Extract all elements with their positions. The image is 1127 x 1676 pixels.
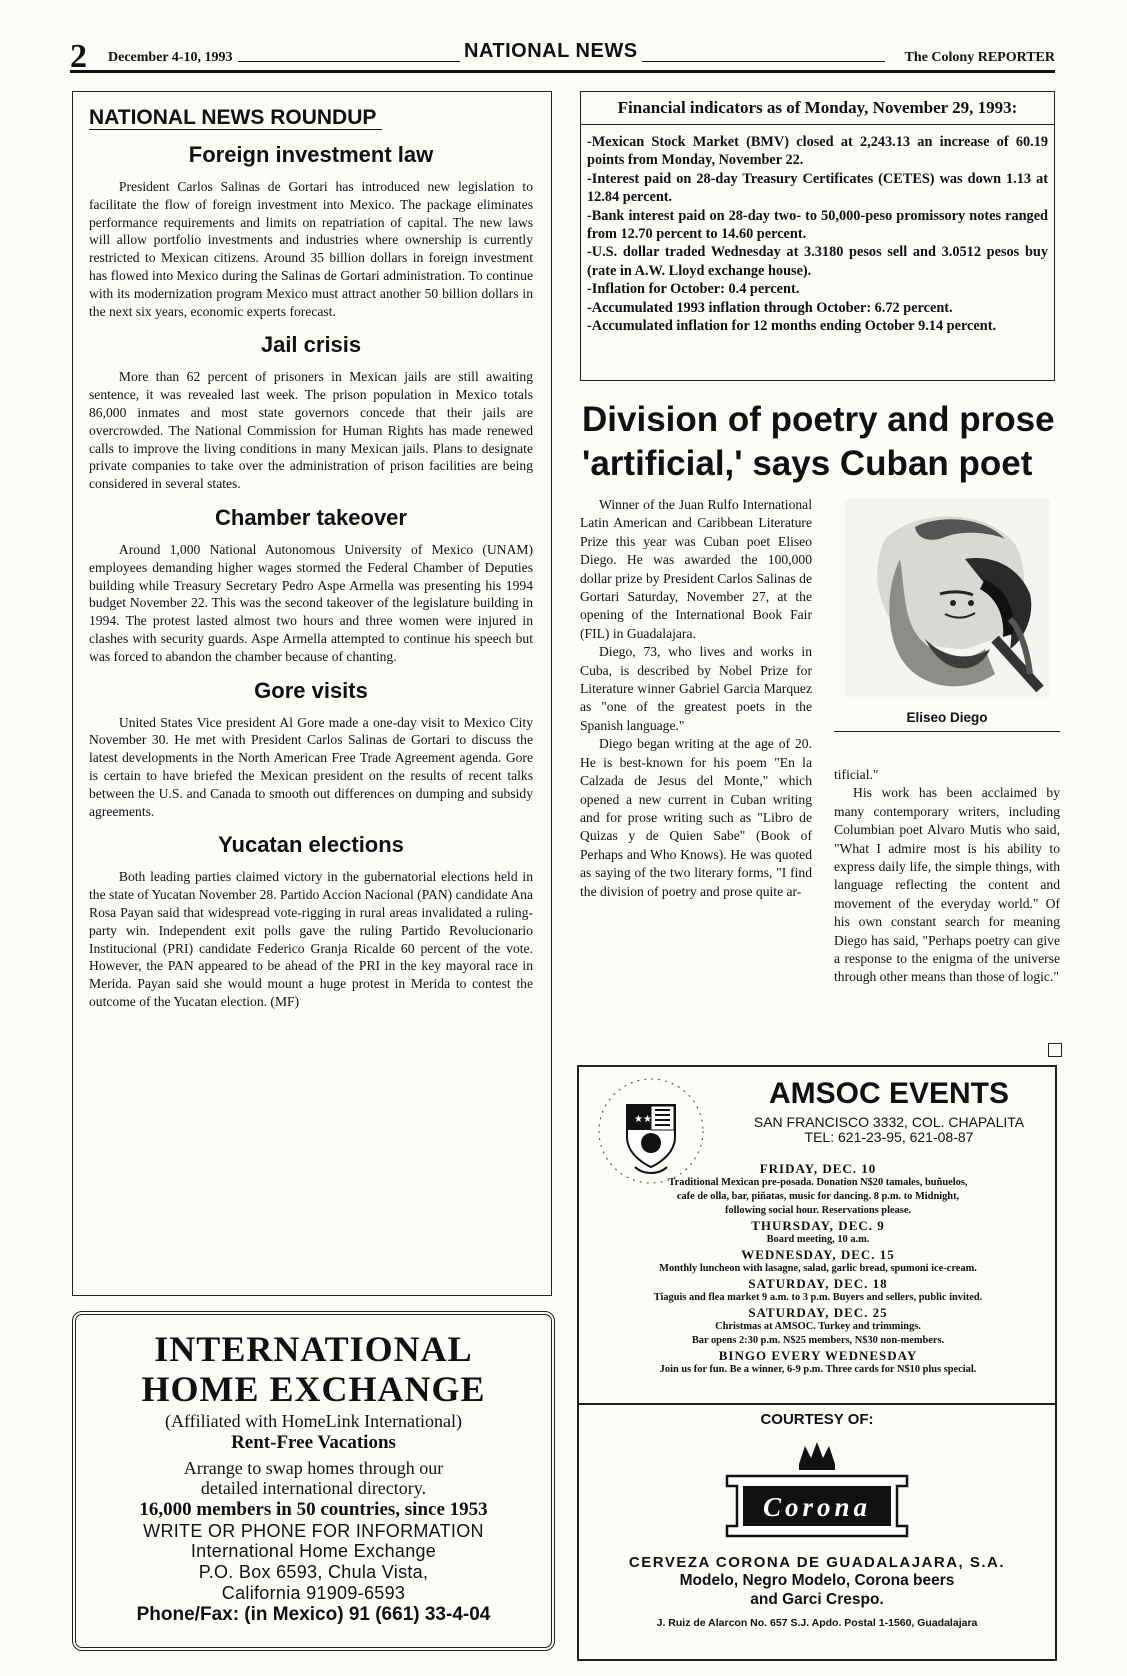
- poet-paragraph: Diego, 73, who lives and works in Cuba, is described by Nobel Prize for Literature winner Gabriel Garcia Marquez as "one of the greatest poets in the Spanish language.": [580, 644, 812, 733]
- event-description: Join us for fun. Be a winner, 6-9 p.m. Three cards for N$10 plus special.: [659, 1364, 977, 1375]
- poet-paragraph: Diego began writing at the age of 20. He is best-known for his poem "En la Calzada de Jesus del Monte," which opened a new current in Cuban writing and for prose writing such as "Libro de Quizas y de Quien Sabe" (Book of Perhaps and Who Knows). He was quoted as saying of the two literary forms, "I find the division of poetry and prose quite ar-: [580, 736, 812, 899]
- home-exchange-ad: [72, 1311, 555, 1651]
- story-headline: Yucatan elections: [218, 832, 404, 858]
- story-body: Both leading parties claimed victory in the gubernatorial elections held in the state of Yucatan November 28. Partido Accion Nacional (PAN) candidate Ana Rosa Payan said that widespread vote-rigging in rural areas invalidated a ruling-party win. Independent exit polls gave the ruling Partido Revolucionario Institucional (PRI) candidate Federico Granja Ricalde 60 percent of the vote. However, the PAN appeared to be ahead of the PRI in the key mayoral race in Merida. Payan said she would mount a huge protest in Merida to contest the outcome of the Yucatan election. (MF): [89, 869, 533, 1009]
- story-headline: Jail crisis: [260, 332, 362, 358]
- ad-tagline: Rent-Free Vacations: [231, 1431, 396, 1453]
- ad-title-line: HOME EXCHANGE: [141, 1369, 486, 1409]
- financial-item: -Mexican Stock Market (BMV) closed at 2,243.13 an increase of 60.19 points from Monday, November 22.: [587, 134, 1048, 169]
- financial-indicators: [580, 91, 1055, 381]
- ad-affiliation: (Affiliated with HomeLink International): [164, 1411, 463, 1431]
- corona-logo-icon: [717, 1436, 917, 1546]
- corona-ad: [577, 1405, 1057, 1661]
- roundup-title-text: NATIONAL NEWS ROUNDUP: [89, 106, 382, 130]
- ad-pitch: Arrange to swap homes through our: [183, 1457, 444, 1478]
- ad-title-line: INTERNATIONAL: [154, 1329, 473, 1369]
- ad-pitch: detailed international directory.: [200, 1478, 427, 1499]
- event-date: FRIDAY, DEC. 10: [759, 1161, 877, 1176]
- financial-item: -Inflation for October: 0.4 percent.: [587, 281, 800, 298]
- financial-item: -Bank interest paid on 28-day two- to 50,000-peso promissory notes ranged from 12.70 percent to 14.60 percent.: [587, 207, 1048, 243]
- financial-item: -U.S. dollar traded Wednesday at 3.3180 pesos sell and 3.0512 pesos buy (rate in A.W. Lloyd exchange house).: [587, 244, 1048, 279]
- poet-headline-line: Division of poetry and prose: [582, 400, 1055, 439]
- event-description: cafe de olla, bar, piñatas, music for dancing. 8 p.m. to Midnight,: [676, 1191, 960, 1202]
- ad-po-box: P.O. Box 6593, Chula Vista,: [198, 1562, 429, 1583]
- event-description: Bar opens 2:30 p.m. N$25 members, N$30 non-members.: [691, 1335, 945, 1346]
- brewer-address: J. Ruiz de Alarcon No. 657 S.J. Apdo. Postal 1-1560, Guadalajara: [656, 1617, 978, 1629]
- event-description: Board meeting, 10 a.m.: [766, 1234, 870, 1245]
- photo-caption: Eliseo Diego: [834, 710, 1060, 732]
- financial-item: -Accumulated 1993 inflation through October: 6.72 percent.: [587, 299, 953, 316]
- event-description: following social hour. Reservations please.: [724, 1205, 912, 1216]
- issue-date: December 4-10, 1993: [108, 50, 233, 65]
- story-headline: Foreign investment law: [188, 142, 434, 167]
- story-headline: Chamber takeover: [215, 504, 407, 530]
- event-date: THURSDAY, DEC. 9: [751, 1218, 885, 1233]
- news-roundup: [72, 91, 552, 1296]
- ad-org: International Home Exchange: [190, 1541, 437, 1562]
- end-of-story-mark: [1048, 1043, 1062, 1057]
- amsoc-event-list: [585, 1161, 1051, 1377]
- event-date: SATURDAY, DEC. 18: [748, 1276, 888, 1291]
- story-body: More than 62 percent of prisoners in Mexican jails are still awaiting sentence, it was revealed last week. The prison population in Mexico totals 86,000 inmates and most state governors concede that their jails are overcrowded. The National Commission for Human Rights has made renewed calls to improve the living conditions in many Mexican jails. Plans to designate private companies to take over the administration of prison facilities are being considered in several states.: [89, 369, 533, 492]
- ad-phone: Phone/Fax: (in Mexico) 91 (661) 33-4-04: [136, 1603, 491, 1625]
- poet-column-1: [580, 496, 812, 901]
- poet-headline-line: 'artificial,' says Cuban poet: [582, 444, 1033, 483]
- financial-item: -Interest paid on 28-day Treasury Certificates (CETES) was down 1.13 at 12.84 percent.: [587, 170, 1048, 206]
- poet-headline: [582, 398, 1062, 486]
- event-date: WEDNESDAY, DEC. 15: [741, 1247, 895, 1262]
- event-date: BINGO EVERY WEDNESDAY: [718, 1348, 918, 1363]
- brands-line: and Garci Crespo.: [750, 1591, 884, 1608]
- story-body: United States Vice president Al Gore made a one-day visit to Mexico City November 30. He met with President Carlos Salinas de Gortari to discuss the latest developments in the North American Free Trade Agreement agenda. Gore is certain to have briefed the Mexican president on the results of recent talks between the U.S. and Canada to smooth out differences on dumping and subsidy agreements.: [89, 714, 533, 819]
- event-description: Christmas at AMSOC. Turkey and trimmings.: [715, 1321, 921, 1332]
- poet-column-2: [834, 766, 1060, 987]
- amsoc-phone: TEL: 621-23-95, 621-08-87: [804, 1129, 974, 1145]
- financial-item: -Accumulated inflation for 12 months ending October 9.14 percent.: [587, 318, 997, 335]
- courtesy-label: COURTESY OF:: [760, 1411, 874, 1428]
- poet-paragraph-continued: tificial.": [834, 767, 879, 782]
- poet-paragraph: His work has been acclaimed by many contemporary writers, including Columbian poet Alvaro Mutis who said, "What I admire most is his ability to express daily life, the simple things, with language reflecting the content and movement of the everyday world." Of his own constant search for meaning Diego has said, "Perhaps poetry can give a response to the enigma of the universe through other means than those of logic.": [834, 785, 1060, 985]
- section-name: NATIONAL NEWS: [460, 40, 642, 63]
- amsoc-address-block: [729, 1115, 1049, 1145]
- poet-paragraph: Winner of the Juan Rulfo International Latin American and Caribbean Literature Prize this year was Cuban poet Eliseo Diego. He was awarded the 100,000 dollar prize by President Carlos Salinas de Gortari Saturday, November 27, at the opening of the International Book Fair (FIL) in Guadalajara.: [580, 497, 812, 641]
- event-date: SATURDAY, DEC. 25: [748, 1305, 888, 1320]
- paper-name: The Colony REPORTER: [899, 50, 1055, 66]
- masthead-rule: [70, 70, 1055, 73]
- event-description: Traditional Mexican pre-posada. Donation N$20 tamales, buñuelos,: [668, 1177, 968, 1188]
- amsoc-ad: [577, 1065, 1057, 1405]
- svg-text:★★: ★★: [634, 1114, 652, 1125]
- brands-line: Modelo, Negro Modelo, Corona beers: [679, 1572, 955, 1589]
- story-body: Around 1,000 National Autonomous University of Mexico (UNAM) employees demanding higher wages stormed the Federal Chamber of Deputies building while Treasury Secretary Pedro Aspe Armella was presenting his 1994 budget November 22. This was the second takeover of the legislature building in 1994. The protest lasted almost two hours and three women were injured in clashes with security guards. Aspe Armella attempted to continue his speech but was forced to abandon the chamber because of chanting.: [89, 541, 533, 664]
- story-headline: Gore visits: [254, 677, 368, 703]
- financial-title: Financial indicators as of Monday, November 29, 1993:: [581, 98, 1054, 125]
- roundup-title: [89, 106, 533, 130]
- event-description: Tiaguis and flea market 9 a.m. to 3 p.m. Buyers and sellers, public invited.: [653, 1292, 983, 1303]
- amsoc-title: AMSOC EVENTS: [768, 1077, 1010, 1110]
- story-body: President Carlos Salinas de Gortari has introduced new legislation to facilitate the flow of foreign investment into Mexico. The package eliminates performance requirements and limits on repatriation of capital. The new laws will allow portfolio investments and industries where ownership is currently restricted to Mexican citizens. Around 35 billion dollars in foreign investment has flowed into Mexico during the Salinas de Gortari administration. To continue with its modernization program Mexico must attract another 50 billion dollars in the next six years, economic experts forecast.: [89, 179, 533, 319]
- ad-city: California 91909-6593: [221, 1582, 406, 1603]
- ad-members: 16,000 members in 50 countries, since 1953: [139, 1498, 488, 1520]
- brewer-name: CERVEZA CORONA DE GUADALAJARA, S.A.: [628, 1554, 1006, 1571]
- event-description: Monthly luncheon with lasagne, salad, garlic bread, spumoni ice-cream.: [659, 1263, 977, 1274]
- masthead: [70, 40, 1055, 74]
- corona-logo-text: Corona: [762, 1492, 872, 1522]
- amsoc-address: SAN FRANCISCO 3332, COL. CHAPALITA: [753, 1114, 1025, 1130]
- ad-cta: WRITE OR PHONE FOR INFORMATION: [143, 1520, 484, 1541]
- poet-photo: [845, 499, 1050, 697]
- page-number: 2: [70, 38, 87, 75]
